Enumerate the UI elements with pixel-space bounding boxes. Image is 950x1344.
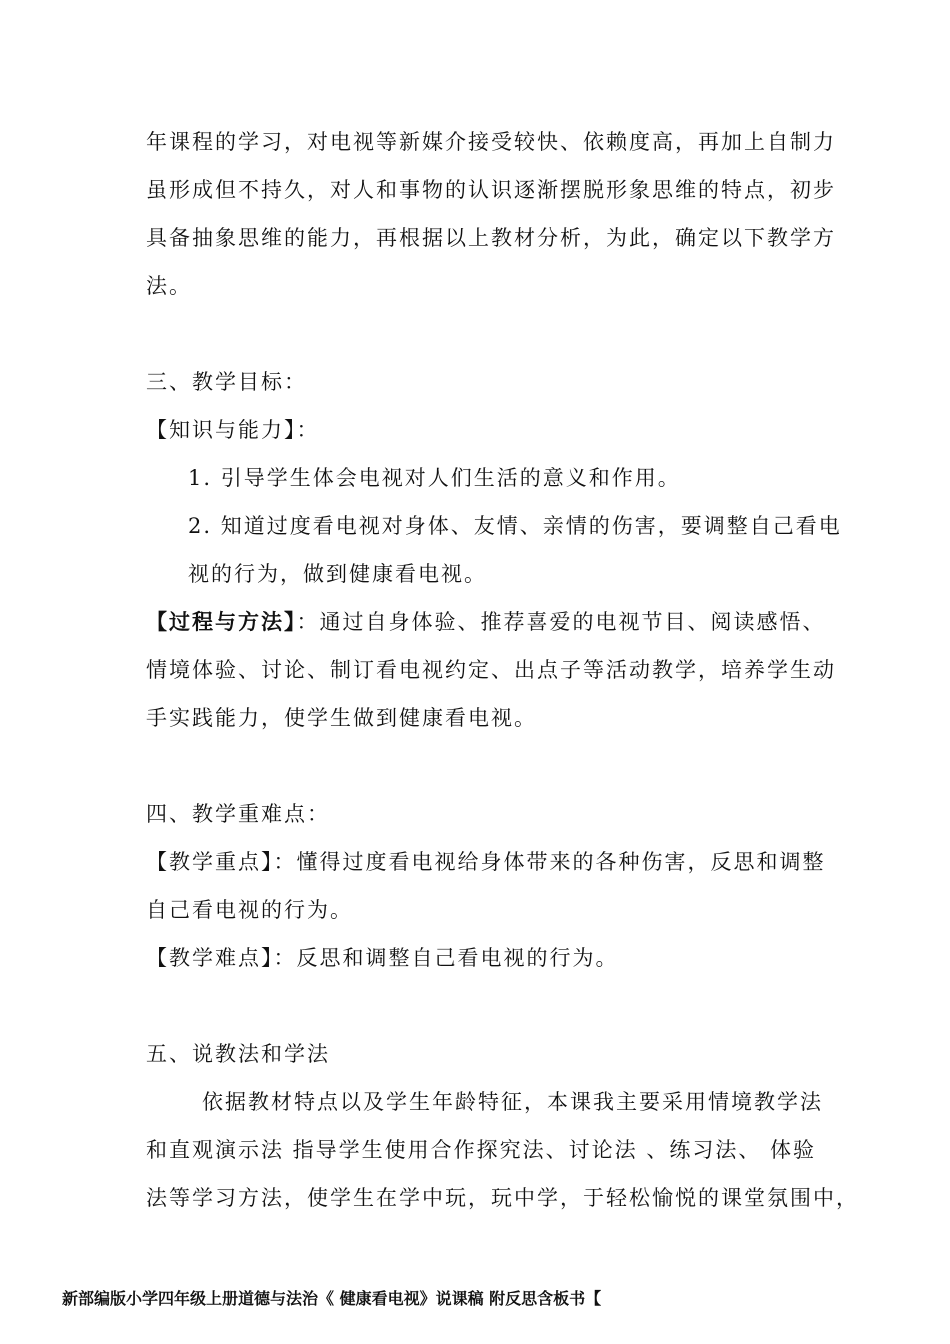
difficult-point: 【教学难点】：反思和调整自己看电视的行为。 (146, 946, 619, 970)
paragraph-line: 依据教材特点以及学生年龄特征，本课我主要采用情境教学法 (202, 1090, 823, 1114)
list-item-continuation: 视的行为，做到健康看电视。 (188, 562, 487, 586)
footer-title: 新部编版小学四年级上册道德与法治《 健康看电视》说课稿 附反思含板书【 (62, 1289, 602, 1308)
paragraph-line: 法。 (146, 274, 192, 298)
paragraph-line: 具备抽象思维的能力，再根据以上教材分析，为此，确定以下教学方 (146, 226, 836, 250)
paragraph-line: 虽形成但不持久，对人和事物的认识逐渐摆脱形象思维的特点，初步 (146, 178, 836, 202)
list-item: 2. 知道过度看电视对身体、友情、亲情的伤害，要调整自己看电 (188, 514, 842, 538)
paragraph-line: 情境体验、讨论、制订看电视约定、出点子等活动教学，培养学生动 (146, 658, 836, 682)
paragraph-line: 自己看电视的行为。 (146, 898, 353, 922)
key-point: 【教学重点】：懂得过度看电视给身体带来的各种伤害，反思和调整 (146, 850, 826, 874)
process-line (146, 608, 826, 636)
knowledge-label: 【知识与能力】： (146, 418, 320, 442)
list-item: 1. 引导学生体会电视对人们生活的意义和作用。 (188, 466, 681, 490)
paragraph-line: 年课程的学习，对电视等新媒介接受较快、依赖度高，再加上自制力 (146, 130, 836, 154)
paragraph-line: 手实践能力，使学生做到健康看电视。 (146, 706, 537, 730)
section-heading: 五、说教法和学法 (146, 1042, 330, 1066)
paragraph-line: 法等学习方法，使学生在学中玩，玩中学，于轻松愉悦的课堂氛围中， (146, 1186, 859, 1210)
process-label: 【过程与方法】 (146, 609, 297, 634)
section-heading: 三、教学目标： (146, 370, 307, 394)
process-text: ：通过自身体验、推荐喜爱的电视节目、阅读感悟、 (296, 610, 826, 634)
paragraph-line: 和直观演示法 指导学生使用合作探究法、讨论法 、练习法、 体验 (146, 1138, 817, 1162)
section-heading: 四、教学重难点： (146, 802, 330, 826)
